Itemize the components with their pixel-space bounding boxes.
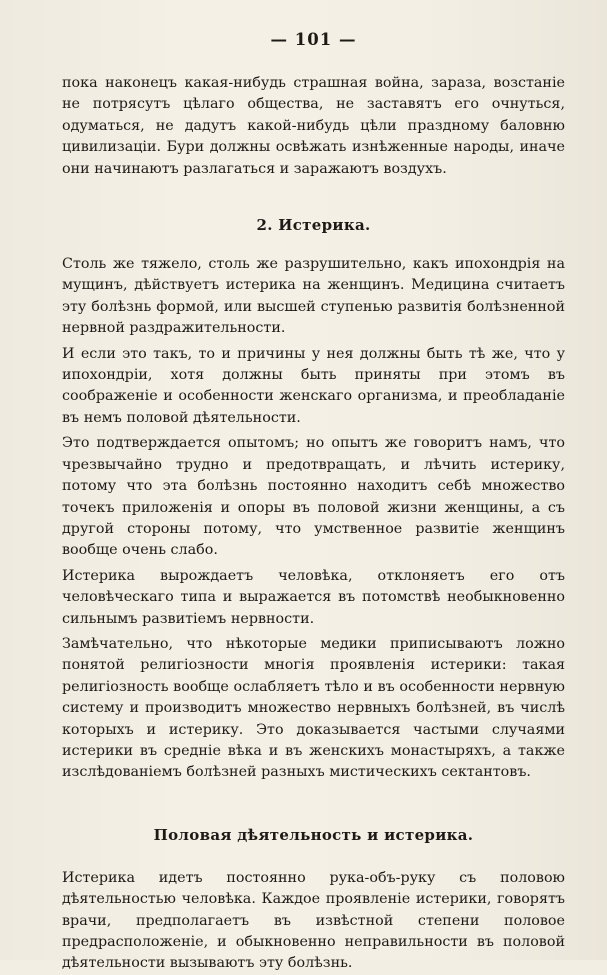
page-number: — 101 —: [270, 30, 357, 49]
paragraph: Истерика вырождаетъ человѣка, отклоняетъ его отъ человѣческаго типа и выражается въ потомствѣ необыкновенно сильнымъ развитіемъ нервности.: [62, 567, 565, 627]
section-heading-hysteria: 2. Истерика.: [256, 216, 371, 235]
paragraph: Это подтверждается опытомъ; но опытъ же говоритъ намъ, что чрезвычайно трудно и предотвращать, и лѣчить истерику, потому что эта болѣзнь постоянно находитъ себѣ множество точекъ приложенія и опоры въ половой жизни женщины, а съ другой стороны потому, что умственное развитіе женщинъ вообще очень слабо.: [62, 435, 565, 559]
paragraph: И если это такъ, то и причины у нея должны быть тѣ же, что у ипохондріи, хотя должны быть приняты при этомъ въ соображеніе и особенности женскаго организма, и преобладаніе въ немъ половой дѣятельности.: [62, 345, 565, 426]
paragraph: Истерика идетъ постоянно рука-объ-руку съ половою дѣятельностью человѣка. Каждое проявленіе истерики, говорятъ врачи, предполагаетъ въ извѣстной степени половое предрасположеніе, и обыкновенно неправильности въ половой дѣятельности вызываютъ эту болѣзнь.: [62, 869, 565, 972]
intro-paragraph: пока наконецъ какая-нибудь страшная война, зараза, возстаніе не потрясутъ цѣлаго общества, не заставятъ его очнуться, одуматься, не дадутъ какой-нибудь цѣли праздному баловню цивилизаціи. Бури должны освѣжать изнѣженные народы, иначе они начинаютъ разлагаться и заражаютъ воздухъ.: [62, 75, 565, 177]
paragraph: Столь же тяжело, столь же разрушительно, какъ ипохондрія на мущинъ, дѣйствуетъ истерика на женщинъ. Медицина считаетъ эту болѣзнь формой, или высшей ступенью развитія болѣзненной нервной раздражительности.: [62, 256, 565, 337]
paragraph: Замѣчательно, что нѣкоторые медики приписываютъ ложно понятой религіозности многія проявленія истерики: такая религіозность вообще ослабляетъ тѣло и въ особенности нервную систему и производитъ множество нервныхъ болѣзней, въ числѣ которыхъ и истерику. Это доказывается частыми случаями истерики въ средніе вѣка и въ женскихъ монастыряхъ, а также изслѣдованіемъ болѣзней разныхъ мистическихъ сектантовъ.: [62, 635, 565, 781]
section-heading-sexual-activity: Половая дѣятельность и истерика.: [153, 825, 474, 844]
